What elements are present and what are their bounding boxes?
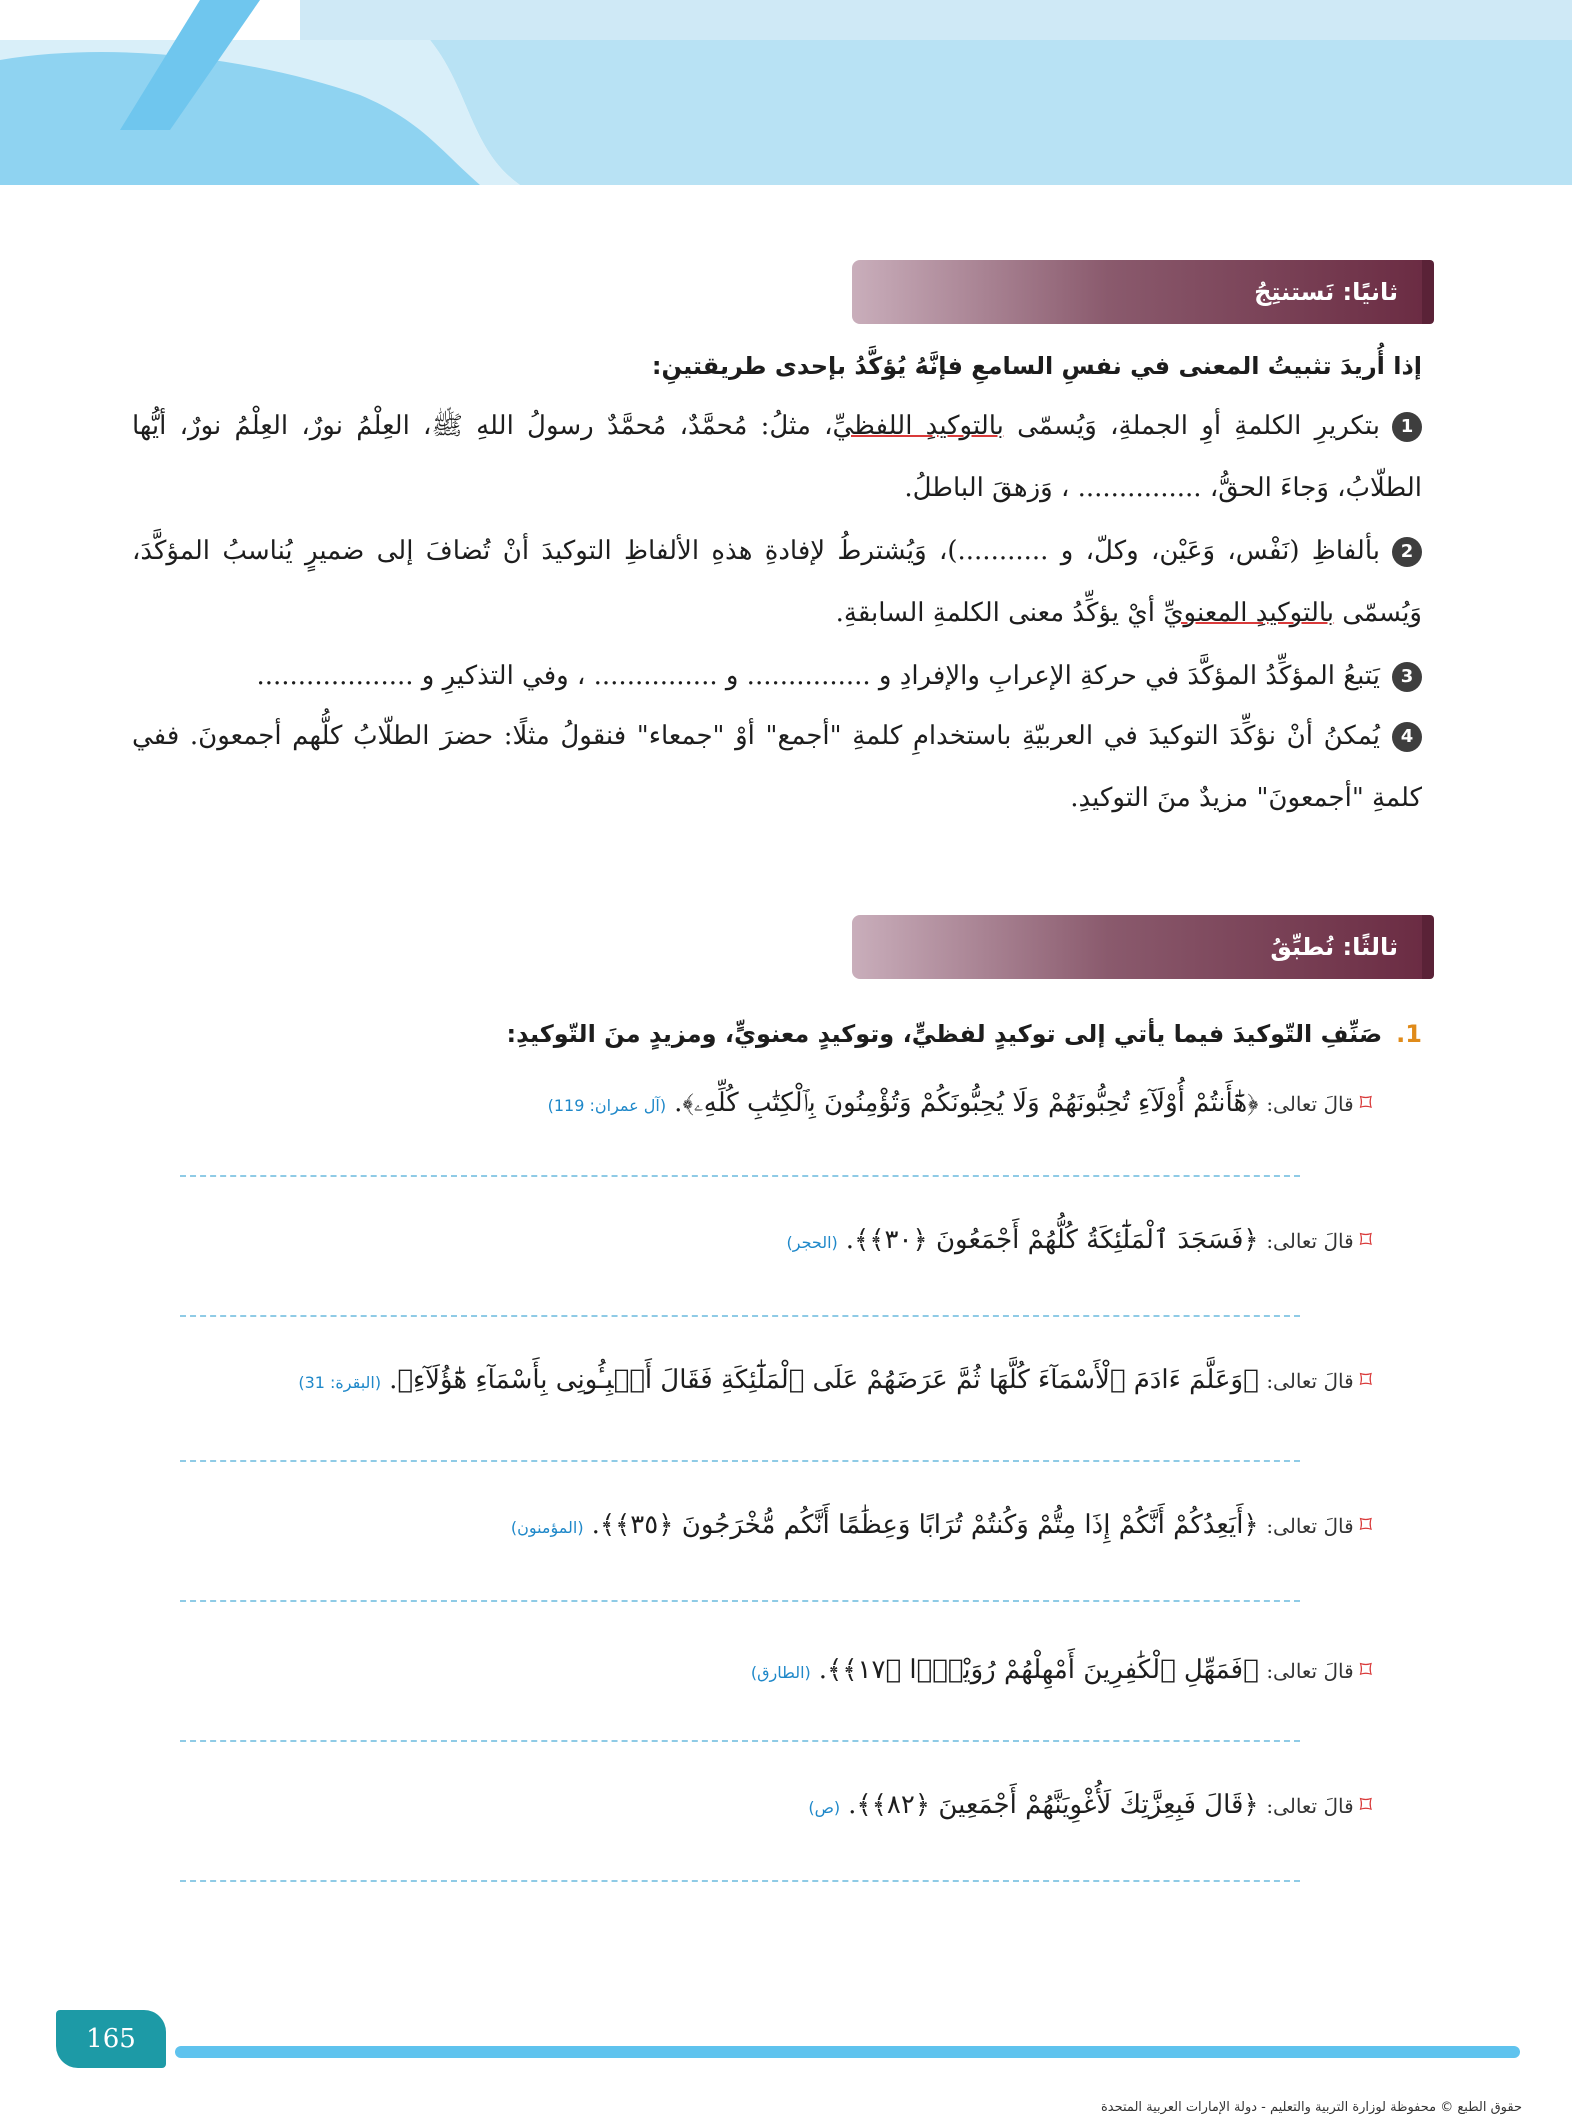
verse-intro: قالَ تعالى: bbox=[1266, 1794, 1354, 1818]
section-intro: إذا أُريدَ تثبيتُ المعنى في نفسِ السامعِ فإنَّهُ يُؤكَّدُ بإحدى طريقتينِ: bbox=[651, 352, 1422, 380]
rule-text: يُمكنُ أنْ نؤكِّدَ التوكيدَ في العربيّةِ باستخدامِ كلمةِ "أجمع" أوْ "جمعاء" فنقولُ مثلًا: حضرَ الطلّابُ كلُّهم أجمعونَ. ففي كلمةِ "أجمعونَ" مزيدٌ منَ التوكيدِ. bbox=[132, 721, 1422, 813]
verse-intro: قالَ تعالى: bbox=[1266, 1369, 1354, 1393]
verse-text: ﴿وَعَلَّمَ ءَادَمَ ٱلْأَسْمَآءَ كُلَّهَا ثُمَّ عَرَضَهُمْ عَلَى ٱلْمَلَٰٓئِكَةِ فَقَالَ أَنۢبِـُٔونِى بِأَسْمَآءِ هَٰٓؤُلَآءِ﴾. bbox=[389, 1365, 1259, 1395]
footer-bar bbox=[175, 2046, 1520, 2058]
section-heading-conclude bbox=[852, 260, 1422, 324]
bullet-icon: ⌑ bbox=[1359, 1366, 1372, 1394]
answer-line[interactable] bbox=[180, 1315, 1300, 1317]
answer-line[interactable] bbox=[180, 1880, 1300, 1882]
answer-line[interactable] bbox=[180, 1460, 1300, 1462]
rule-number-badge: 4 bbox=[1392, 722, 1422, 752]
verse-item bbox=[222, 1655, 1372, 1685]
rule-item-3 bbox=[132, 645, 1422, 707]
verse-source: (الحجر) bbox=[786, 1233, 838, 1252]
rule-number-badge: 3 bbox=[1392, 662, 1422, 692]
section-heading-apply bbox=[852, 915, 1422, 979]
verse-source: (البقرة: 31) bbox=[298, 1373, 382, 1392]
rule-item-4 bbox=[132, 705, 1422, 829]
rule-text-rest: أيْ يؤكِّدُ معنى الكلمةِ السابقةِ. bbox=[835, 598, 1155, 628]
rule-text: بألفاظِ (نَفْس، وَعَيْن، وكلّ، و ...........)، وَيُشترطُ لإفادةِ هذهِ الألفاظِ التوكيدَ أنْ تُضافَ إلى ضميرٍ يُناسبُ المؤكَّدَ، وَيُسمّى bbox=[132, 536, 1422, 628]
verse-source: (ص) bbox=[808, 1798, 841, 1817]
verse-text: ﴿فَسَجَدَ ٱلْمَلَٰٓئِكَةُ كُلُّهُمْ أَجْمَعُونَ ﴿٣٠﴾﴾. bbox=[845, 1225, 1259, 1255]
verse-intro: قالَ تعالى: bbox=[1266, 1659, 1354, 1683]
copyright-notice: حقوق الطبع © محفوظة لوزارة التربية والتعليم - دولة الإمارات العربية المتحدة bbox=[1100, 2100, 1522, 2115]
answer-line[interactable] bbox=[180, 1175, 1300, 1177]
rule-highlight: بالتوكيدِ اللفظيِّ bbox=[832, 411, 1004, 441]
verse-text: ﴿فَمَهِّلِ ٱلْكَٰفِرِينَ أَمْهِلْهُمْ رُوَيْدًۢا ﴿١٧﴾﴾. bbox=[818, 1655, 1259, 1685]
verse-text: ﴿هَٰٓأَنتُمْ أُوْلَآءِ تُحِبُّونَهُمْ وَلَا يُحِبُّونَكُمْ وَتُؤْمِنُونَ بِٱلْكِتَٰبِ كُلِّهِۦ﴾. bbox=[674, 1088, 1259, 1118]
rule-text: يَتبعُ المؤكِّدُ المؤكَّدَ في حركةِ الإعرابِ والإفرادِ و ............... و ............... ، وفي التذكيرِ و ................... bbox=[256, 661, 1380, 691]
exercise-number: 1. bbox=[1396, 1020, 1422, 1048]
verse-source: (آل عمران: 119) bbox=[547, 1096, 667, 1115]
exercise-text: صَنِّفِ التّوكيدَ فيما يأتي إلى توكيدٍ لفظيٍّ، وتوكيدٍ معنويٍّ، ومزيدٍ منَ التّوكيدِ: bbox=[506, 1020, 1383, 1048]
page-number-badge: 165 bbox=[56, 2010, 166, 2068]
verse-source: (الطارق) bbox=[750, 1663, 811, 1682]
rule-text: بتكريرِ الكلمةِ أوِ الجملةِ، وَيُسمّى bbox=[1017, 411, 1380, 441]
rule-item-2 bbox=[132, 520, 1422, 644]
verse-item bbox=[222, 1510, 1372, 1540]
verse-item bbox=[222, 1088, 1372, 1119]
heading-tab-decoration bbox=[1422, 915, 1434, 979]
verse-text: ﴿قَالَ فَبِعِزَّتِكَ لَأُغْوِيَنَّهُمْ أَجْمَعِينَ ﴿٨٢﴾﴾. bbox=[848, 1790, 1259, 1820]
section-heading-label: ثانيًا: نَستنتِجُ bbox=[1254, 278, 1398, 306]
heading-tab-decoration bbox=[1422, 260, 1434, 324]
verse-intro: قالَ تعالى: bbox=[1266, 1092, 1354, 1116]
section-heading-label: ثالثًا: نُطبِّقُ bbox=[1270, 933, 1398, 961]
verse-intro: قالَ تعالى: bbox=[1266, 1229, 1354, 1253]
answer-line[interactable] bbox=[180, 1600, 1300, 1602]
rule-number-badge: 1 bbox=[1392, 412, 1422, 442]
exercise-instruction bbox=[132, 1020, 1422, 1048]
bullet-icon: ⌑ bbox=[1359, 1089, 1372, 1117]
bullet-icon: ⌑ bbox=[1359, 1791, 1372, 1819]
rule-number-badge: 2 bbox=[1392, 537, 1422, 567]
bullet-icon: ⌑ bbox=[1359, 1656, 1372, 1684]
verse-item bbox=[222, 1225, 1372, 1255]
verse-item bbox=[222, 1365, 1372, 1395]
bullet-icon: ⌑ bbox=[1359, 1226, 1372, 1254]
rule-item-1 bbox=[132, 395, 1422, 519]
rule-highlight: بالتوكيدِ المعنويِّ bbox=[1163, 598, 1335, 628]
verse-text: ﴿أَيَعِدُكُمْ أَنَّكُمْ إِذَا مِتُّمْ وَكُنتُمْ تُرَابًا وَعِظَٰمًا أَنَّكُم مُّخْرَجُونَ ﴿٣٥﴾﴾. bbox=[591, 1510, 1259, 1540]
verse-intro: قالَ تعالى: bbox=[1266, 1514, 1354, 1538]
top-decorative-band bbox=[0, 0, 1572, 185]
verse-source: (المؤمنون) bbox=[510, 1518, 584, 1537]
answer-line[interactable] bbox=[180, 1740, 1300, 1742]
bullet-icon: ⌑ bbox=[1359, 1511, 1372, 1539]
rule-text-rest: ، مثلُ: مُحمَّدٌ، مُحمَّدٌ رسولُ اللهِ ﷺ، العِلْمُ نورٌ، العِلْمُ نورٌ، أيُّها الطلّابُ، وَجاءَ الحقُّ، ............... ، وَزهقَ الباطلُ. bbox=[132, 411, 1422, 503]
verse-item bbox=[222, 1790, 1372, 1820]
